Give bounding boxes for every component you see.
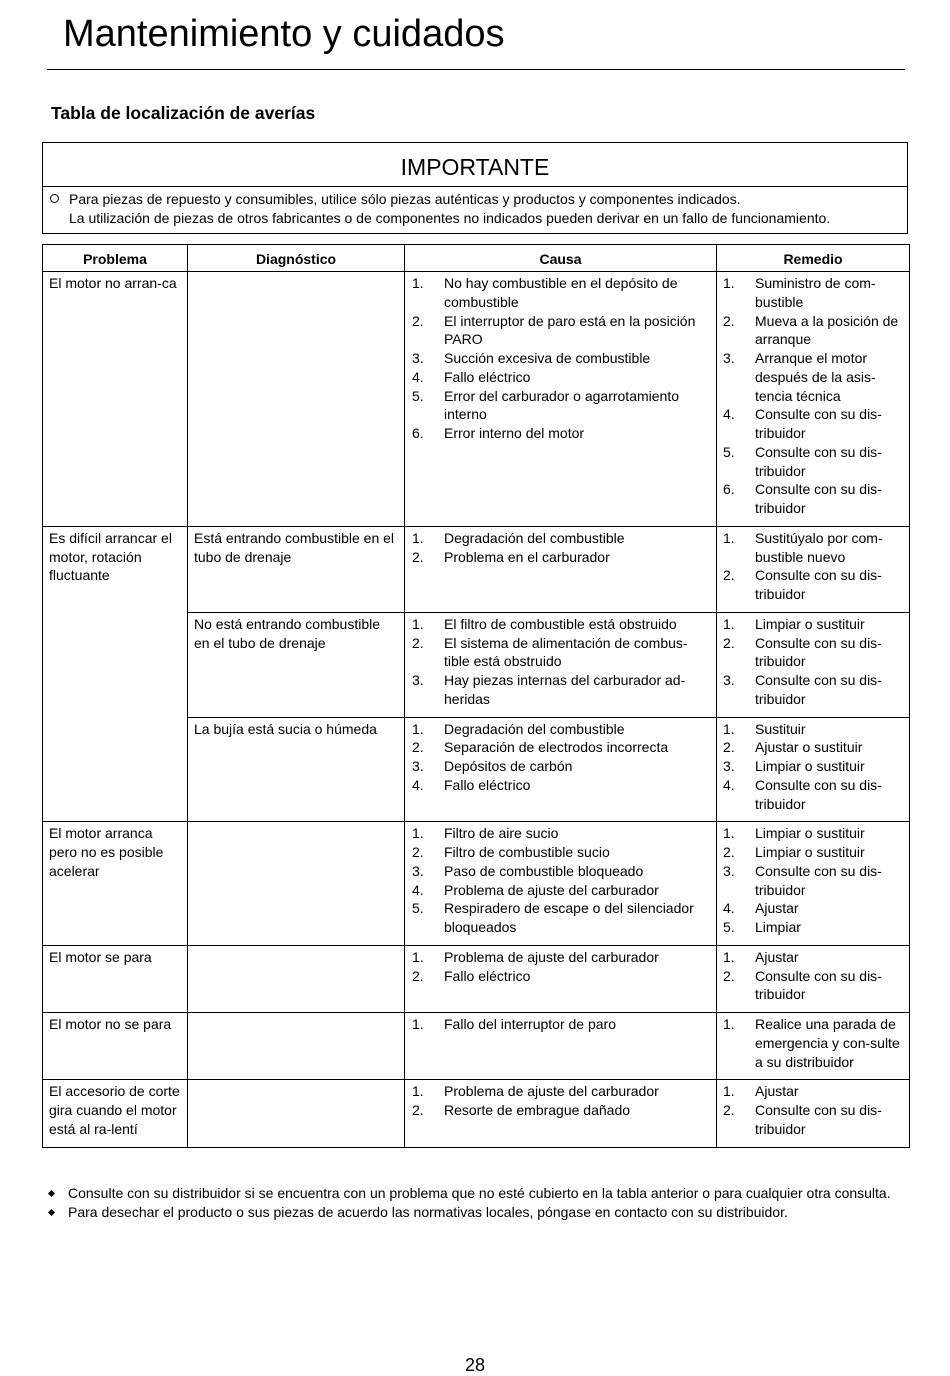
- remedy-item: 1. Sustitúyalo por com-bustible nuevo: [723, 529, 883, 565]
- diagnosis-cell: [188, 717, 405, 822]
- table-row: [43, 1013, 910, 1080]
- cause-item: 1. No hay combustible en el depósito de combustible: [412, 275, 678, 310]
- cause-item: 1. Filtro de aire sucio: [412, 825, 559, 842]
- header-diagnostico: Diagnóstico: [188, 245, 405, 272]
- remedy-list: [723, 529, 903, 604]
- remedy-item: 1. Ajustar: [723, 948, 799, 965]
- table-header-row: [43, 245, 910, 272]
- cause-list: [412, 1082, 710, 1120]
- cause-list: [412, 720, 710, 795]
- table-row: [43, 1080, 910, 1147]
- cause-item: 5. Respiradero de escape o del silenciador bloqueados: [412, 900, 694, 935]
- cause-list: [412, 1015, 710, 1034]
- troubleshooting-table: [42, 244, 910, 1148]
- cause-cell: [405, 1013, 717, 1080]
- remedy-cell: [717, 272, 910, 527]
- remedy-item: 2. Limpiar o sustituir: [723, 844, 865, 860]
- remedy-item: 5. Limpiar: [723, 919, 801, 935]
- remedy-item: 1. Ajustar: [723, 1083, 799, 1100]
- diagnosis-cell: [188, 822, 405, 946]
- diagnosis-text: No está entrando combustible en el tubo de drenaje: [194, 615, 380, 651]
- cause-item: 1. El filtro de combustible está obstruido: [412, 615, 677, 632]
- circle-bullet-icon: [50, 194, 59, 203]
- note-item: Para desechar el producto o sus piezas de acuerdo las normativas locales, póngase en contacto con su distribuidor.: [47, 1203, 905, 1222]
- remedy-item: 2. Ajustar o sustituir: [723, 739, 863, 756]
- remedy-list: [723, 1015, 903, 1071]
- cause-item: 4. Problema de ajuste del carburador: [412, 881, 659, 898]
- cause-item: 2. El sistema de alimentación de combus-tible está obstruido: [412, 634, 688, 670]
- remedy-cell: [717, 822, 910, 946]
- problem-cell: [43, 526, 188, 822]
- title-rule: [47, 69, 905, 70]
- remedy-item: 3. Limpiar o sustituir: [723, 758, 865, 774]
- problem-text: Es difícil arrancar el motor, rotación fluctuante: [49, 529, 172, 584]
- remedy-list: [723, 615, 903, 709]
- cause-list: [412, 615, 710, 709]
- remedy-cell: [717, 717, 910, 822]
- problem-text: El motor no se para: [49, 1016, 172, 1032]
- page-title: Mantenimiento y cuidados: [63, 13, 505, 55]
- diagnosis-cell: [188, 526, 405, 612]
- cause-cell: [405, 612, 717, 717]
- table-row: [43, 822, 910, 946]
- section-title: Tabla de localización de averías: [51, 103, 316, 123]
- diamond-bullet-icon: [48, 1209, 55, 1216]
- remedy-item: 2. Consulte con su dis-tribuidor: [723, 967, 882, 1003]
- remedy-item: 2. Consulte con su dis-tribuidor: [723, 1102, 882, 1137]
- remedy-cell: [717, 526, 910, 612]
- note-item: Consulte con su distribuidor si se encuentra con un problema que no esté cubierto en la tabla anterior o para cualquier otra consulta.: [47, 1184, 905, 1203]
- header-causa: Causa: [405, 245, 717, 272]
- cause-item: 2. El interruptor de paro está en la posición PARO: [412, 312, 696, 348]
- important-heading: IMPORTANTE: [43, 143, 907, 187]
- remedy-item: 4. Consulte con su dis-tribuidor: [723, 776, 882, 812]
- cause-item: 3. Depósitos de carbón: [412, 758, 573, 774]
- remedy-list: [723, 274, 903, 518]
- remedy-item: 1. Realice una parada de emergencia y con-sulte a su distribuidor: [723, 1016, 900, 1070]
- remedy-item: 2. Consulte con su dis-tribuidor: [723, 634, 882, 670]
- problem-cell: [43, 1080, 188, 1147]
- remedy-cell: [717, 1013, 910, 1080]
- problem-cell: [43, 1013, 188, 1080]
- remedy-cell: [717, 945, 910, 1012]
- remedy-item: 5. Consulte con su dis-tribuidor: [723, 443, 882, 479]
- cause-item: 4. Fallo eléctrico: [412, 776, 531, 793]
- problem-text: El motor se para: [49, 948, 152, 965]
- cause-item: 2. Resorte de embrague dañado: [412, 1102, 631, 1118]
- important-notice: [42, 142, 908, 234]
- remedy-list: [723, 824, 903, 937]
- page-number: 28: [464, 1355, 486, 1375]
- problem-text: El motor no arran-ca: [49, 275, 177, 291]
- cause-item: 1. Degradación del combustible: [412, 720, 625, 737]
- remedy-item: 1. Limpiar o sustituir: [723, 825, 865, 842]
- cause-item: 1. Fallo del interruptor de paro: [412, 1016, 616, 1032]
- remedy-list: [723, 948, 903, 1004]
- remedy-list: [723, 1082, 903, 1138]
- problem-text: El accesorio de corte gira cuando el motor está al ra-lentí: [49, 1083, 180, 1137]
- important-line-2: La utilización de piezas de otros fabricantes o de componentes no indicados pueden derivar en un fallo de funcionamiento.: [69, 209, 831, 226]
- diagnosis-cell: [188, 1080, 405, 1147]
- cause-item: 1. Problema de ajuste del carburador: [412, 948, 659, 965]
- table-row: [43, 526, 910, 612]
- cause-cell: [405, 526, 717, 612]
- remedy-item: 4. Ajustar: [723, 900, 799, 917]
- problem-cell: [43, 272, 188, 527]
- cause-cell: [405, 822, 717, 946]
- header-problema: Problema: [43, 245, 188, 272]
- problem-cell: [43, 945, 188, 1012]
- table-row: [43, 945, 910, 1012]
- remedy-item: 4. Consulte con su dis-tribuidor: [723, 406, 882, 441]
- header-remedio: Remedio: [717, 245, 910, 272]
- cause-item: 6. Error interno del motor: [412, 425, 585, 441]
- notes-list: [47, 1184, 905, 1221]
- remedy-item: 3. Consulte con su dis-tribuidor: [723, 862, 882, 898]
- remedy-item: 1. Suministro de com-bustible: [723, 275, 876, 310]
- cause-item: 2. Filtro de combustible sucio: [412, 844, 610, 860]
- cause-cell: [405, 717, 717, 822]
- cause-item: 3. Succión excesiva de combustible: [412, 350, 651, 366]
- cause-item: 2. Fallo eléctrico: [412, 967, 531, 984]
- diagnosis-cell: [188, 1013, 405, 1080]
- remedy-item: 2. Mueva a la posición de arranque: [723, 312, 899, 348]
- cause-item: 5. Error del carburador o agarrotamiento interno: [412, 387, 680, 423]
- cause-cell: [405, 272, 717, 527]
- remedy-item: 3. Arranque el motor después de la asis-tencia técnica: [723, 350, 876, 404]
- problem-cell: [43, 822, 188, 946]
- diagnosis-text: Está entrando combustible en el tubo de drenaje: [194, 529, 395, 565]
- important-line-1: Para piezas de repuesto y consumibles, utilice sólo piezas auténticas y productos y componentes indicados.: [69, 191, 741, 207]
- remedy-item: 6. Consulte con su dis-tribuidor: [723, 481, 882, 516]
- diagnosis-cell: [188, 612, 405, 717]
- remedy-list: [723, 720, 903, 814]
- cause-item: 1. Problema de ajuste del carburador: [412, 1083, 659, 1100]
- cause-item: 3. Paso de combustible bloqueado: [412, 862, 644, 879]
- remedy-cell: [717, 1080, 910, 1147]
- remedy-item: 3. Consulte con su dis-tribuidor: [723, 672, 882, 707]
- remedy-item: 1. Sustituir: [723, 720, 806, 737]
- cause-cell: [405, 945, 717, 1012]
- cause-list: [412, 948, 710, 986]
- cause-item: 2. Problema en el carburador: [412, 548, 610, 565]
- remedy-item: 2. Consulte con su dis-tribuidor: [723, 567, 882, 602]
- remedy-cell: [717, 612, 910, 717]
- diagnosis-cell: [188, 945, 405, 1012]
- cause-item: 2. Separación de electrodos incorrecta: [412, 739, 669, 756]
- diagnosis-text: La bujía está sucia o húmeda: [194, 720, 377, 737]
- diagnosis-cell: [188, 272, 405, 527]
- diamond-bullet-icon: [48, 1190, 55, 1197]
- cause-list: [412, 274, 710, 443]
- cause-item: 3. Hay piezas internas del carburador ad-heridas: [412, 672, 686, 707]
- problem-text: El motor arranca pero no es posible acelerar: [49, 825, 164, 879]
- cause-item: 1. Degradación del combustible: [412, 529, 625, 546]
- remedy-item: 1. Limpiar o sustituir: [723, 615, 865, 632]
- cause-list: [412, 824, 710, 937]
- table-row: [43, 272, 910, 527]
- cause-cell: [405, 1080, 717, 1147]
- cause-item: 4. Fallo eléctrico: [412, 368, 531, 385]
- cause-list: [412, 529, 710, 567]
- important-body: [43, 187, 907, 227]
